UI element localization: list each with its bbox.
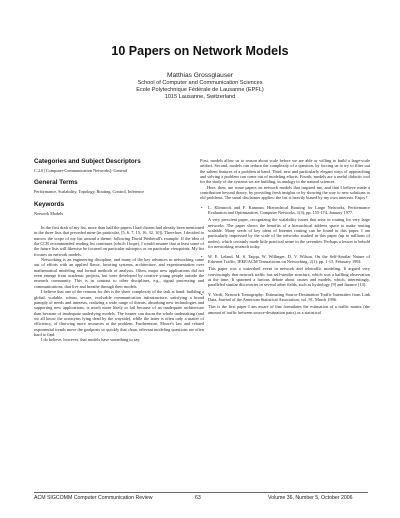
body-paragraph: First, models allow us to reason about scale before we are able or willing to build a large-scale artifact. Second, models can reduce the complexity of a question, by forcing us to try to filter out the salient features of a problem at hand. Third, new and particularly elegant ways of approaching and solving a problem can come out of modeling efforts. Fourth, models are a useful didactic tool for the study of the systems we are building, in analogy to the natural sciences. [200,158,370,185]
reference-list [200,205,370,315]
footer-volume: Volume 36, Number 5, October 2006 [268,495,353,501]
reference-citation: • L. Kleinrock and F. Kamoun, Hierarchical Routing for Large Networks, Performance Evaluation and Optimization, Computer Networks, 1(3), pp. 155-174, January 1977. [208,204,370,216]
footer-journal: ACM SIGCOMM Computer Communication Review [34,495,153,501]
reference-item [208,292,370,315]
keywords-heading: Keywords [34,200,65,208]
right-column [200,158,370,319]
body-paragraph: Here, then, are some papers on network models that inspired me, and that I believe made a contribution beyond theory, by providing fresh insights or by showing the way to new solutions to old problems. The usual disclaimer applies: the list is heavily biased by my own interests. Enjoy! [200,184,370,201]
reference-item [208,254,370,288]
reference-citation: • W. E. Leland, M. S. Taqqu, W. Willinger, D. V. Wilson, On the Self-Similar Nature of Ethernet Traffic, IEEE/ACM Transactions on Networking, 2(1), pp. 1-15, February 1994. [208,253,370,264]
keywords-text: Network Models [34,210,63,216]
reference-comment: A very prescient paper, recognizing the scalability issues that arise in routing for very large networks. The paper shows the benefits of a hierarchical address space to make routing scalable. Many seeds of key ideas of Internet routing can be found in this paper. I am particularly impressed by the scale of the networks studied in this paper (up to millions of nodes), which certainly made little practical sense in the seventies. Perhaps a lesson to behold for networking research today. [208,217,370,250]
general-terms-heading: General Terms [34,179,78,187]
footer-divider [34,492,368,493]
reference-citation: • Y. Vardi, Network Tomography: Estimating Source-Destination Traffic Intensities from Link Data, Journal of the American Statistical Association, vol. 91, March 1996. [208,291,370,302]
body-paragraph: I do believe, however, that models have something to say. [41,337,141,343]
author-affiliation-3: 1015 Lausanne, Switzerland [164,93,236,100]
general-terms-text: Performance, Scalability, Topology, Routing, Control, Inference [34,189,145,195]
reference-item [208,205,370,250]
author-name: Matthias Grossglauser [167,72,233,79]
left-column [34,158,204,343]
reference-comment: This is the first paper I am aware of that formulates the estimation of a traffic matrix (the amount of traffic between source-destination pairs) as a statistical [208,304,370,315]
body-paragraph: I believe that one of the reasons for this is the sheer complexity of the task at hand: building a global, scalable, robust, secure, evolvable communication infrastructure, satisfying a broad panoply of needs and interests, realizing a wide range of threats, absorbing new technologies and supporting new applications, is much more likely to fail because of an inadequate architecture than because of inadequate underlying models. The former can doom the whole undertaking (and we all know the acronyms lying dead by the wayside), while the latter is often only a matter of efficiency, of throwing more resources at the problem. Furthermore, Moore's law and related exponential trends move the goalposts so quickly that clean, relevant modeling questions are often hard to find. [34,289,204,337]
author-affiliation-1: School of Computer and Communication Sciences [137,80,263,86]
categories-text: C.2.0 [Computer-Communication Networks]: General [34,168,128,173]
paper-title: 10 Papers on Network Models [111,44,289,58]
author-block [0,72,400,100]
categories-heading: Categories and Subject Descriptors [34,158,141,165]
body-paragraph: In the first draft of my list, more than half the papers I had chosen had already been mentioned in the three lists that preceded mine (in particular, [5, 6, 7, 15, 16, 32, 10]). Therefore, I decided to narrow the scope of my list around a theme, following David Wetherall's example. If the idea of the CCR recommended reading list continues (which I hope), I would assume that at least some of the future lists will likewise be focused on particular subtopics or on particular viewpoints. My list focuses on network models. [34,225,204,257]
author-affiliation-2: Ecole Polytechnique Fédérale de Lausanne (EPFL) [136,86,264,93]
body-paragraph: Networking is an engineering discipline, and many of the key advances in networking came out of efforts with an applied flavor, favoring systems, architecture, and experimentation over mathematical modeling and formal methods of analysis. Often, major new applications did not even emerge from academic projects, but were developed by creative young people outside the research community. This is in contrast to other disciplines, e.g., signal processing and communications, that live and breathe through their models. [34,257,204,289]
footer-page-number: 63 [195,495,201,501]
reference-comment: This paper was a watershed event in network and teletraffic modeling. It argued very convincingly that network traffic has self-similar structure, which was a baffling observation at the time. It spawned a furious debate about causes and models, which, interestingly, paralleled similar discoveries in several other fields, such as hydrology [9] and finance [13]. [208,266,370,288]
